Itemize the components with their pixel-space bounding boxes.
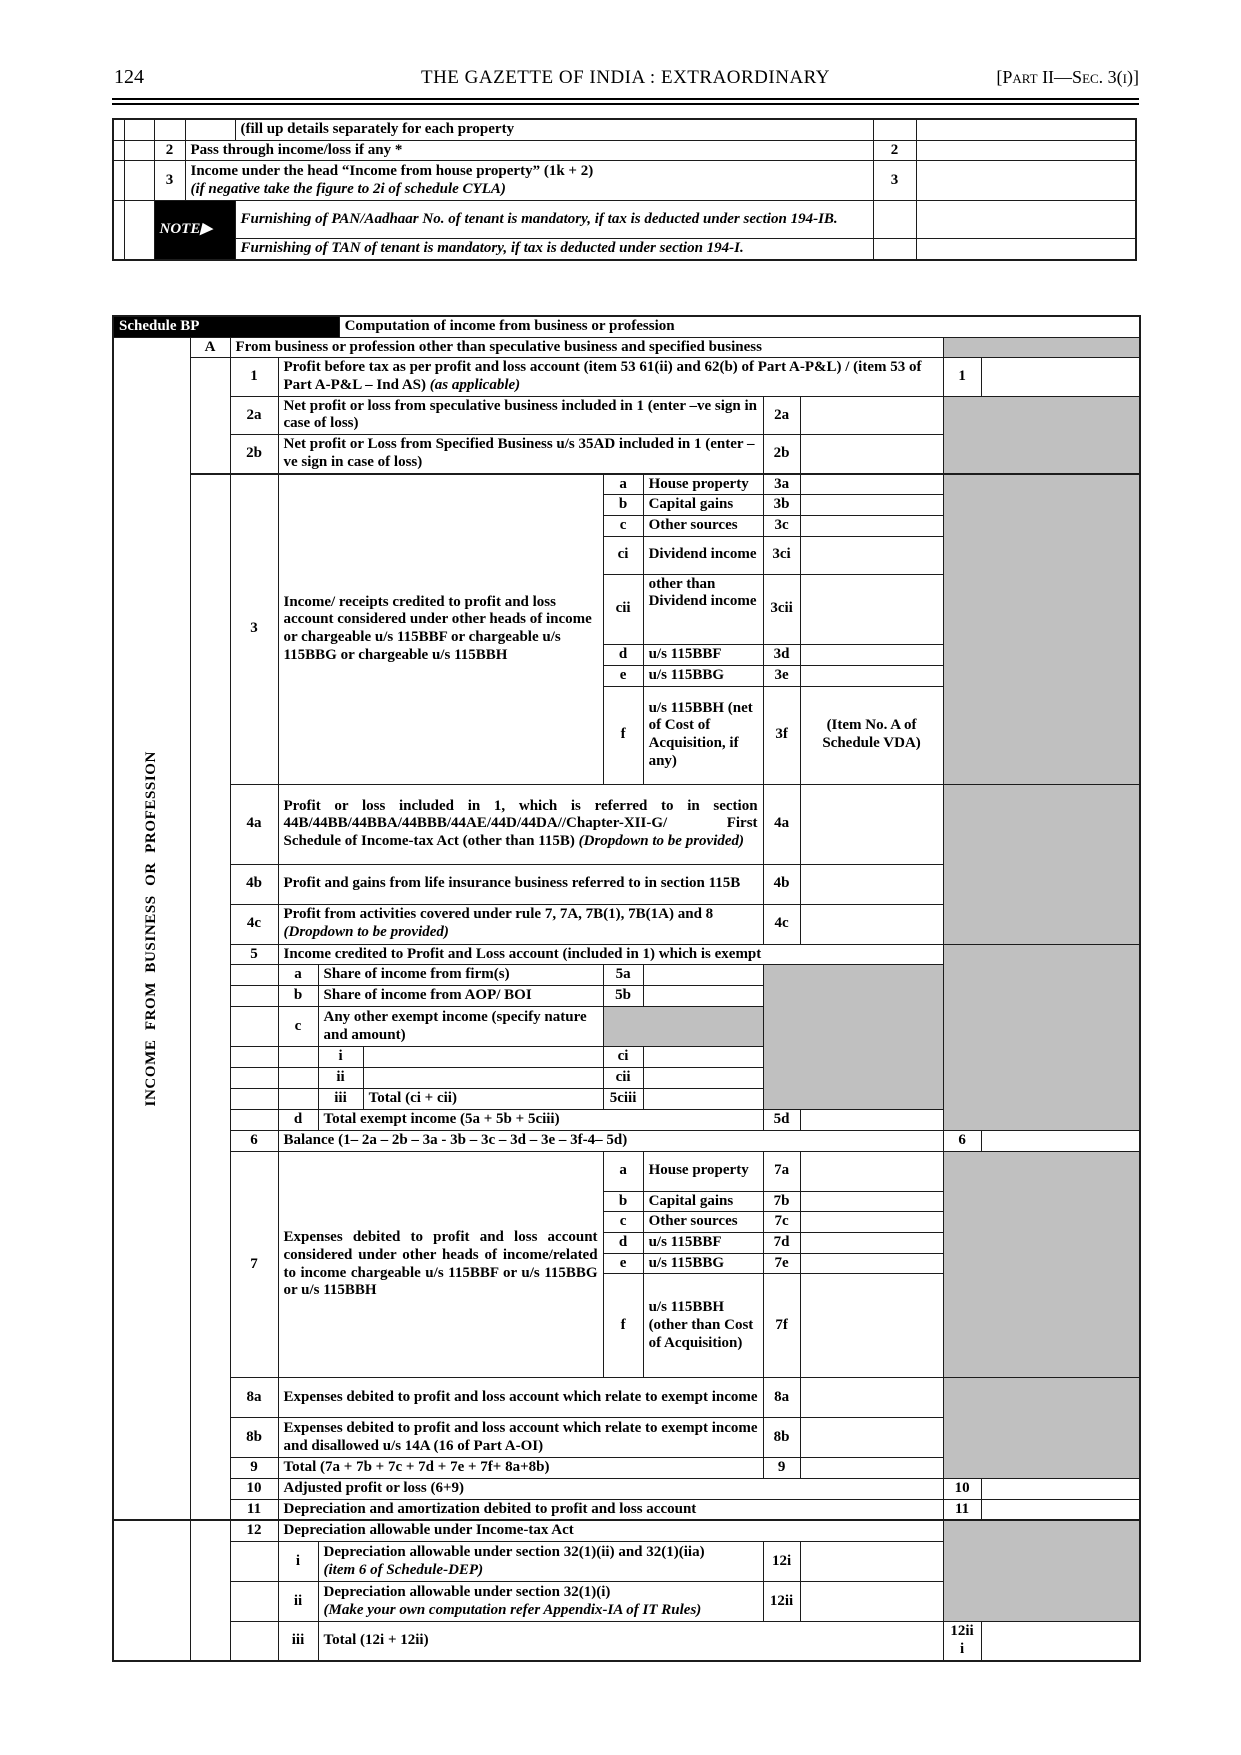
row-12i-text: Depreciation allowable under section 32(1)(ii) and 32(1)(iia) (323, 1543, 705, 1560)
row-3f-value-note: (Item No. A of Schedule VDA) (800, 686, 943, 784)
row-4c-text: Profit from activities covered under rule 7, 7A, 7B(1), 7B(1A) and 8 (283, 906, 714, 923)
row-5a-label: Share of income from firm(s) (318, 965, 603, 986)
row-4a-value (800, 784, 943, 864)
row-7b-value (800, 1191, 943, 1212)
row-3-code: 3 (873, 161, 916, 201)
row-3c-label: Other sources (643, 515, 763, 536)
row-3f-letter: f (603, 686, 643, 784)
shaded-cell (763, 965, 943, 1110)
spacer-cell (278, 1047, 318, 1068)
shaded-cell (943, 337, 1140, 358)
row-3b-label: Capital gains (643, 495, 763, 516)
row-6-value (981, 1130, 1140, 1151)
row-2a-label: Net profit or loss from speculative business included in 1 (enter –ve sign in case of loss) (278, 396, 763, 434)
spacer-cell (230, 1622, 278, 1661)
row-6-code: 6 (943, 1130, 981, 1151)
spacer-cell (113, 140, 124, 161)
row-8b-value (800, 1418, 943, 1458)
row-8a-value (800, 1378, 943, 1418)
row-12ii-text: Depreciation allowable under section 32(1)(i) (323, 1583, 611, 1600)
row-4a-label (278, 784, 763, 864)
row-1-label (278, 358, 943, 396)
row-12i-label (318, 1542, 763, 1582)
row-9-code: 9 (763, 1458, 800, 1479)
spacer-cell (230, 1582, 278, 1622)
row-3c-code: 3c (763, 515, 800, 536)
page-number: 124 (114, 66, 144, 88)
row-12ii-hint: (Make your own computation refer Appendix-IA of IT Rules) (323, 1601, 702, 1618)
spacer-cell (278, 1068, 318, 1089)
row-5cii-letter: ii (318, 1068, 363, 1089)
row-5c-label: Any other exempt income (specify nature and amount) (318, 1007, 603, 1047)
row-9-label: Total (7a + 7b + 7c + 7d + 7e + 7f+ 8a+8b) (278, 1458, 763, 1479)
row-7e-letter: e (603, 1253, 643, 1274)
code-cell (873, 239, 916, 260)
row-3d-label: u/s 115BBF (643, 644, 763, 665)
row-8b-code: 8b (763, 1418, 800, 1458)
row-3b-value (800, 495, 943, 516)
spacer-cell (124, 119, 154, 140)
shaded-cell (943, 396, 1140, 473)
row-7b-code: 7b (763, 1191, 800, 1212)
row-9-value (800, 1458, 943, 1479)
shaded-cell (943, 474, 1140, 785)
row-12iii-letter: iii (278, 1622, 318, 1661)
row-4c-value (800, 904, 943, 944)
schedule-header-row (113, 316, 1140, 337)
spacer-cell (124, 201, 154, 260)
row-10-label: Adjusted profit or loss (6+9) (278, 1479, 943, 1500)
row-5b-code: 5b (603, 986, 643, 1007)
row-5a-code: 5a (603, 965, 643, 986)
value-cell (916, 119, 1136, 140)
row-5d-value (800, 1110, 943, 1131)
row-3e-value (800, 665, 943, 686)
row-1 (113, 358, 1140, 396)
row-2a (113, 396, 1140, 434)
note-row (113, 201, 1136, 239)
row-3d-letter: d (603, 644, 643, 665)
row-2b-sno: 2b (230, 435, 278, 474)
row-1-text: Profit before tax as per profit and loss account (item 53 61(ii) and 62(b) of Part A-P&L) / (item 53 of Part A-P&L – Ind AS) (283, 359, 922, 394)
row-2a-sno: 2a (230, 396, 278, 434)
row-12ii-label (318, 1582, 763, 1622)
row-11-label: Depreciation and amortization debited to profit and loss account (278, 1499, 943, 1520)
row-8a-label: Expenses debited to profit and loss account which relate to exempt income (278, 1378, 763, 1418)
row-8b-sno: 8b (230, 1418, 278, 1458)
row-3a (113, 474, 1140, 495)
row-7f-letter: f (603, 1274, 643, 1378)
row-7d-letter: d (603, 1233, 643, 1254)
row-5ci-label (363, 1047, 603, 1068)
code-cell (873, 201, 916, 239)
row-3a-code: 3a (763, 474, 800, 495)
row-3e-code: 3e (763, 665, 800, 686)
row-5b-letter: b (278, 986, 318, 1007)
row-3-description: Income/ receipts credited to profit and loss account considered under other heads of income or chargeable u/s 115BBF or chargeable u/s 115BBG or chargeable u/s 115BBH (278, 474, 603, 785)
row-5ciii-letter: iii (318, 1089, 363, 1110)
row-5c-letter: c (278, 1007, 318, 1047)
row-3-text: Income under the head “Income from house property” (1k + 2) (190, 163, 594, 180)
row-11-value (981, 1499, 1140, 1520)
row-2b-label: Net profit or Loss from Specified Business u/s 35AD included in 1 (enter –ve sign in case of loss) (278, 435, 763, 474)
row-12ii-letter: ii (278, 1582, 318, 1622)
row-5b-value (643, 986, 763, 1007)
row-7c-label: Other sources (643, 1212, 763, 1233)
row-4b-value (800, 864, 943, 904)
row-10 (113, 1479, 1140, 1500)
row-5ciii-value (643, 1089, 763, 1110)
row-7e-code: 7e (763, 1253, 800, 1274)
note-line-1: Furnishing of PAN/Aadhaar No. of tenant is mandatory, if tax is deducted under section 194-IB. (235, 201, 873, 239)
row-5cii-code: cii (603, 1068, 643, 1089)
row-5ciii-code: 5ciii (603, 1089, 643, 1110)
value-cell (916, 239, 1136, 260)
row-5cii-label (363, 1068, 603, 1089)
schedule-name-badge: Schedule BP (113, 316, 339, 337)
row-2b-code: 2b (763, 435, 800, 474)
value-cell (916, 201, 1136, 239)
spacer-cell (230, 1089, 278, 1110)
row-12iii (113, 1622, 1140, 1661)
row-7-description: Expenses debited to profit and loss account considered under other heads of income/related to income chargeable u/s 115BBF or u/s 115BBG or u/s 115BBH (278, 1151, 603, 1378)
row-7c-value (800, 1212, 943, 1233)
row-3-label (185, 161, 873, 201)
row-12-sno: 12 (230, 1520, 278, 1541)
row-3b-letter: b (603, 495, 643, 516)
row-4a (113, 784, 1140, 864)
row-5ci-value (643, 1047, 763, 1068)
row-4b-label: Profit and gains from life insurance business referred to in section 115B (278, 864, 763, 904)
part-section-label: [Part II—Sec. 3(i)] (996, 67, 1139, 87)
row-3c-value (800, 515, 943, 536)
row-2a-value (800, 396, 943, 434)
row-3ci-value (800, 536, 943, 574)
shaded-cell (943, 784, 1140, 944)
gazette-title: THE GAZETTE OF INDIA : EXTRAORDINARY (420, 67, 831, 88)
row-7c-letter: c (603, 1212, 643, 1233)
spacer-cell (190, 474, 230, 1521)
row-7e-value (800, 1253, 943, 1274)
row-8a-sno: 8a (230, 1378, 278, 1418)
row-3-sno: 3 (230, 474, 278, 785)
row-3ci-code: 3ci (763, 536, 800, 574)
row-3cii-letter: cii (603, 574, 643, 644)
row-4c-label (278, 904, 763, 944)
house-property-table (112, 118, 1137, 261)
row-5d-letter: d (278, 1110, 318, 1131)
row-7e-label: u/s 115BBG (643, 1253, 763, 1274)
spacer-cell (190, 358, 230, 474)
row-7a-value (800, 1151, 943, 1191)
row-7d-label: u/s 115BBF (643, 1233, 763, 1254)
row-3-sno: 3 (154, 161, 185, 201)
code-cell (873, 119, 916, 140)
row-4a-text: Profit or loss included in 1, which is referred to in section 44B/44BB/44BBA/44BBB/44AE/44D/44DA//Chapter-XII-G/ First Schedule of Income-tax Act (other than 115B) (283, 797, 758, 849)
row-1-sno: 1 (230, 358, 278, 396)
row-1-hint: (as applicable) (429, 377, 521, 394)
spacer-cell (113, 161, 124, 201)
row-5ci-code: ci (603, 1047, 643, 1068)
row-3cii-value (800, 574, 943, 644)
row-3a-letter: a (603, 474, 643, 495)
spacer-cell (113, 201, 124, 260)
note-line-2: Furnishing of TAN of tenant is mandatory, if tax is deducted under section 194-I. (235, 239, 873, 260)
row-7d-code: 7d (763, 1233, 800, 1254)
header-double-rule (112, 98, 1139, 105)
row-3a-label: House property (643, 474, 763, 495)
row-5d-label: Total exempt income (5a + 5b + 5ciii) (318, 1110, 763, 1131)
spacer-cell (230, 986, 278, 1007)
row-7a (113, 1151, 1140, 1191)
spacer-cell (230, 1110, 278, 1131)
row-1-code: 1 (943, 358, 981, 396)
row-7-sno: 7 (230, 1151, 278, 1378)
section-a-letter: A (190, 337, 230, 358)
row-8a-code: 8a (763, 1378, 800, 1418)
row-5cii-value (643, 1068, 763, 1089)
row-11 (113, 1499, 1140, 1520)
note-row (113, 239, 1136, 260)
row-12i-value (800, 1542, 943, 1582)
row-10-sno: 10 (230, 1479, 278, 1500)
spacer-cell (190, 1520, 230, 1660)
row-10-value (981, 1479, 1140, 1500)
row-12 (113, 1520, 1140, 1541)
row-2a-code: 2a (763, 396, 800, 434)
row-9-sno: 9 (230, 1458, 278, 1479)
row-4c-hint: (Dropdown to be provided) (283, 924, 449, 941)
spacer-cell (185, 119, 235, 140)
spacer-cell (230, 965, 278, 986)
spacer-cell (230, 1068, 278, 1089)
shaded-cell (943, 944, 1140, 1130)
row-7f-label: u/s 115BBH (other than Cost of Acquisition) (643, 1274, 763, 1378)
shaded-cell (943, 1378, 1140, 1479)
row-4a-sno: 4a (230, 784, 278, 864)
row-4c-code: 4c (763, 904, 800, 944)
row-3c-letter: c (603, 515, 643, 536)
row-7c-code: 7c (763, 1212, 800, 1233)
row-3e-label: u/s 115BBG (643, 665, 763, 686)
row-3ci-letter: ci (603, 536, 643, 574)
row-3b-code: 3b (763, 495, 800, 516)
spacer-cell (113, 1520, 190, 1660)
row-4b-sno: 4b (230, 864, 278, 904)
row-3cii-label: other than Dividend income (643, 574, 763, 644)
row-12iii-label: Total (12i + 12ii) (318, 1622, 943, 1661)
row-12ii-code: 12ii (763, 1582, 800, 1622)
schedule-bp-table (112, 315, 1141, 1662)
row-7f-value (800, 1274, 943, 1378)
section-a-row (113, 337, 1140, 358)
row-5 (113, 944, 1140, 965)
row-3e-letter: e (603, 665, 643, 686)
row-5a-value (643, 965, 763, 986)
row-5-title: Income credited to Profit and Loss account (included in 1) which is exempt (278, 944, 943, 965)
row-7a-letter: a (603, 1151, 643, 1191)
row-3f-code: 3f (763, 686, 800, 784)
row-6-sno: 6 (230, 1130, 278, 1151)
row-12iii-code: 12iii (943, 1622, 981, 1661)
spacer-cell (230, 1047, 278, 1068)
section-a-title: From business or profession other than speculative business and specified business (230, 337, 943, 358)
row-6 (113, 1130, 1140, 1151)
row-12iii-value (981, 1622, 1140, 1661)
row-5a-letter: a (278, 965, 318, 986)
spacer-cell (113, 119, 124, 140)
row-7f-code: 7f (763, 1274, 800, 1378)
row-6-label: Balance (1– 2a – 2b – 3a - 3b – 3c – 3d – 3e – 3f-4– 5d) (278, 1130, 943, 1151)
row-7b-letter: b (603, 1191, 643, 1212)
row-12i-code: 12i (763, 1542, 800, 1582)
row-7d-value (800, 1233, 943, 1254)
row-11-sno: 11 (230, 1499, 278, 1520)
row-3d-value (800, 644, 943, 665)
row-5d-code: 5d (763, 1110, 800, 1131)
row-5ciii-label: Total (ci + cii) (363, 1089, 603, 1110)
table-row (113, 119, 1136, 140)
row-5ci-letter: i (318, 1047, 363, 1068)
note-badge: NOTE▶ (154, 201, 235, 260)
continuation-note: (fill up details separately for each property (235, 119, 873, 140)
row-2-code: 2 (873, 140, 916, 161)
row-4c-sno: 4c (230, 904, 278, 944)
row-2-value (916, 140, 1136, 161)
row-7a-label: House property (643, 1151, 763, 1191)
row-12ii-value (800, 1582, 943, 1622)
row-3d-code: 3d (763, 644, 800, 665)
row-7a-code: 7a (763, 1151, 800, 1191)
row-5-sno: 5 (230, 944, 278, 965)
row-3cii-code: 3cii (763, 574, 800, 644)
row-5b-label: Share of income from AOP/ BOI (318, 986, 603, 1007)
row-3f-label: u/s 115BBH (net of Cost of Acquisition, if any) (643, 686, 763, 784)
row-4a-hint: (Dropdown to be provided) (578, 832, 745, 849)
schedule-title: Computation of income from business or profession (339, 316, 1140, 337)
spacer-cell (124, 140, 154, 161)
row-4b-code: 4b (763, 864, 800, 904)
row-3a-value (800, 474, 943, 495)
row-8a (113, 1378, 1140, 1418)
row-11-code: 11 (943, 1499, 981, 1520)
row-2b-value (800, 435, 943, 474)
table-row (113, 140, 1136, 161)
row-2-sno: 2 (154, 140, 185, 161)
spacer-cell (278, 1089, 318, 1110)
row-12-title: Depreciation allowable under Income-tax Act (278, 1520, 943, 1541)
spacer-cell (230, 1007, 278, 1047)
spacer-cell (124, 161, 154, 201)
shaded-cell (943, 1520, 1140, 1621)
shaded-cell (603, 1007, 763, 1047)
row-4a-code: 4a (763, 784, 800, 864)
row-3-hint: (if negative take the figure to 2i of schedule CYLA) (190, 180, 506, 197)
row-2-label: Pass through income/loss if any * (185, 140, 873, 161)
row-1-value (981, 358, 1140, 396)
row-12i-letter: i (278, 1542, 318, 1582)
shaded-cell (943, 1151, 1140, 1378)
running-head (112, 64, 1139, 94)
side-label: INCOME FROM BUSINESS OR PROFESSION (142, 750, 159, 1107)
spacer-cell (230, 1542, 278, 1582)
row-3-value (916, 161, 1136, 201)
row-7b-label: Capital gains (643, 1191, 763, 1212)
table-row (113, 161, 1136, 201)
spacer-cell (154, 119, 185, 140)
side-label-cell (113, 337, 190, 1520)
row-12i-hint: (item 6 of Schedule-DEP) (323, 1561, 484, 1578)
row-8b-label: Expenses debited to profit and loss account which relate to exempt income and disallowed u/s 14A (16 of Part A-OI) (278, 1418, 763, 1458)
row-10-code: 10 (943, 1479, 981, 1500)
row-3ci-label: Dividend income (643, 536, 763, 574)
